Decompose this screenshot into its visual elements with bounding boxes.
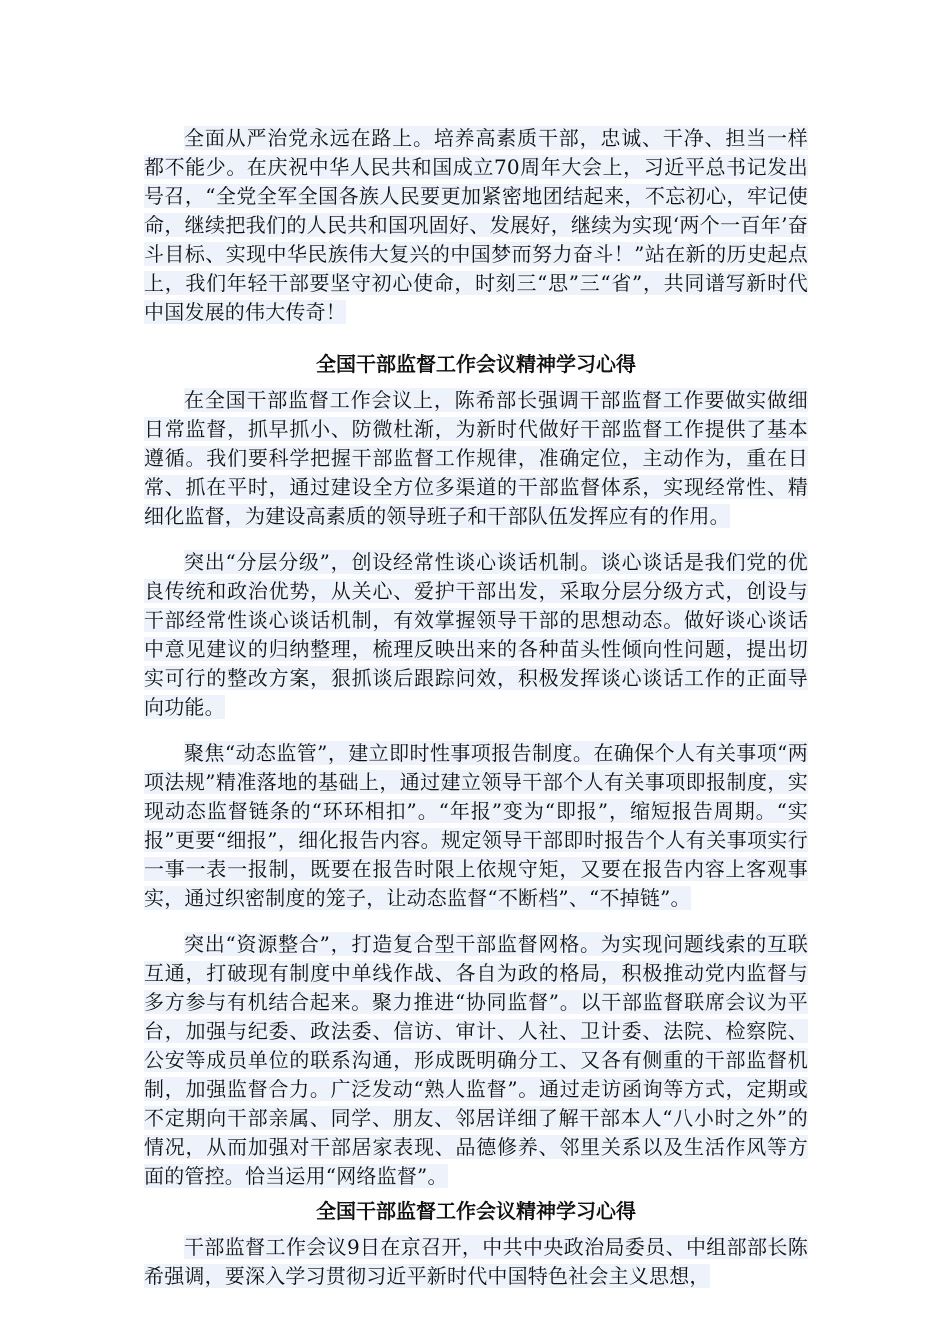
paragraph-text: 在全国干部监督工作会议上，陈希部长强调干部监督工作要做实做细日常监督，抓早抓小、防微杜渐，为新时代做好干部监督工作提供了基本遵循。我们要科学把握干部监督工作规律，准确定位，主动作为，重在日常、抓在平时，通过建设全方位多渠道的干部监督体系，实现经常性、精细化监督，为建设高素质的领导班子和干部队伍发挥应有的作用。 xyxy=(144,388,808,528)
section-heading-second: 全国干部监督工作会议精神学习心得 xyxy=(316,1199,636,1223)
paragraph-resource-integration xyxy=(144,930,808,1191)
spacer xyxy=(144,531,808,548)
paragraph-text: 干部监督工作会议9日在京召开，中共中央政治局委员、中组部部长陈希强调，要深入学习贯彻习近平新时代中国特色社会主义思想， xyxy=(144,1235,808,1288)
paragraph-text: 全面从严治党永远在路上。培养高素质干部，忠诚、干净、担当一样都不能少。在庆祝中华人民共和国成立70周年大会上，习近平总书记发出号召，“全党全军全国各族人民要更加紧密地团结起来，不忘初心，牢记使命，继续把我们的人民共和国巩固好、发展好，继续为实现‘两个一百年’奋斗目标、实现中华民族伟大复兴的中国梦而努力奋斗！”站在新的历史起点上，我们年轻干部要坚守初心使命，时刻三“思”三“省”，共同谱写新时代中国发展的伟大传奇！ xyxy=(144,126,808,324)
section-heading: 全国干部监督工作会议精神学习心得 xyxy=(316,352,636,376)
paragraph-text: 突出“资源整合”，打造复合型干部监督网格。为实现问题线索的互联互通，打破现有制度中单线作战、各自为政的格局，积极推动党内监督与多方参与有机结合起来。聚力推进“协同监督”。以干部监督联席会议为平台，加强与纪委、政法委、信访、审计、人社、卫计委、法院、检察院、公安等成员单位的联系沟通，形成既明确分工、又各有侧重的干部监督机制，加强监督合力。广泛发动“熟人监督”。通过走访函询等方式，定期或不定期向干部亲属、同学、朋友、邻居详细了解干部本人“八小时之外”的情况，从而加强对干部居家表现、品德修养、邻里关系以及生活作风等方面的管控。恰当运用“网络监督”。 xyxy=(144,932,808,1188)
paragraph-dynamic-supervision xyxy=(144,739,808,913)
paragraph-party-discipline xyxy=(144,124,808,327)
paragraph-meeting-intro xyxy=(144,386,808,531)
spacer xyxy=(144,722,808,739)
paragraph-meeting-report xyxy=(144,1233,808,1291)
paragraph-text: 突出“分层分级”，创设经常性谈心谈话机制。谈心谈话是我们党的优良传统和政治优势，从关心、爱护干部出发，采取分层分级方式，创设与干部经常性谈心谈话机制，有效掌握领导干部的思想动态。做好谈心谈话中意见建议的归纳整理，梳理反映出来的各种苗头性倾向性问题，提出切实可行的整改方案，狠抓谈后跟踪问效，积极发挥谈心谈话工作的正面导向功能。 xyxy=(144,550,808,719)
spacer xyxy=(144,913,808,930)
spacer xyxy=(144,327,808,344)
paragraph-text: 聚焦“动态监管”，建立即时性事项报告制度。在确保个人有关事项“两项法规”精准落地的基础上，通过建立领导干部个人有关事项即报制度，实现动态监督链条的“环环相扣”。“年报”变为“即报”，缩短报告周期。“实报”更要“细报”，细化报告内容。规定领导干部即时报告个人有关事项实行一事一表一报制，既要在报告时限上依规守矩，又要在报告内容上客观事实，通过织密制度的笼子，让动态监督“不断档”、“不掉链”。 xyxy=(144,741,808,910)
document-body xyxy=(144,124,808,1291)
paragraph-layered-talks xyxy=(144,548,808,722)
